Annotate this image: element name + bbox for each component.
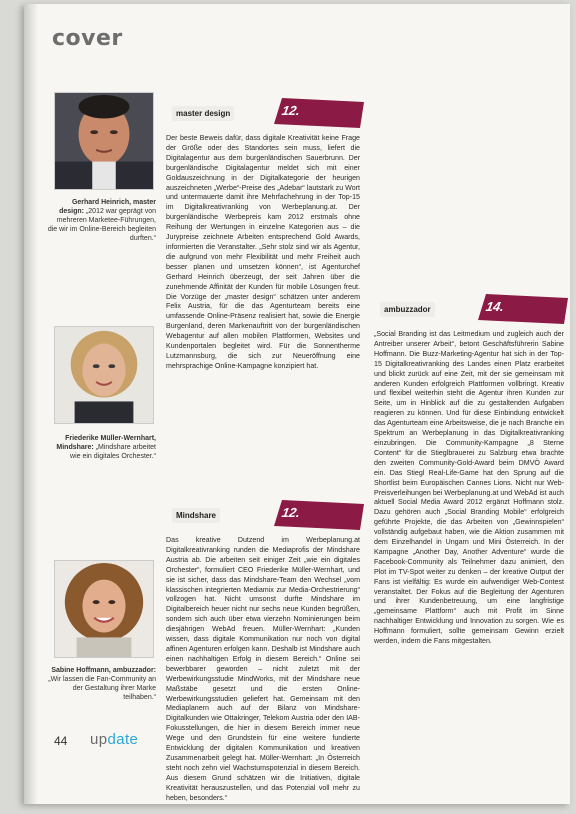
logo-prefix: up [90,731,108,748]
rank-badge [274,500,364,530]
page-number: 44 [54,734,68,748]
article-master-design [166,98,360,372]
caption-quote: „2012 war geprägt von mehreren Marketee-Führungen, die wir im Online-Bereich begleiten durften.“ [47,208,156,242]
caption-name: Gerhard Heinrich, [71,199,132,206]
rank-badge [274,98,364,128]
article-body: „Social Branding ist das Leitmedium und zugleich auch der Antreiber unserer Arbeit“, betont Geschäftsführerin Sabine Hoffmann. Die Buzz-Marketing-Agentur hat sich in der Top-15 Digitalkreativranking des Landes einen Platz erarbeitet und blickt zurück auf eine Zeit, mit der sie gemeinsam mit anderen Kunden erfolgreich Plattformen vollbringt. Kreativ und flexibel weiterhin steht die Agentur ihren Kunden zur Seite, um in Hinblick auf die zu gestaltenden Aufgaben reagieren zu können. Und für diese Einbindung entwickelt das Agenturteam eine Arbeitsweise, die je nach Branche ein Spektrum an Werbeplanung in das Digitalkreativranking einzubringen. Die Community-Kampagne „8 Sterne Content“ für die Stieglbrauerei zu Salzburg etwa brachte den zweiten Community-Gold-Award beim DMVÖ Award ein. Das Stiegl Real-Life-Game hat den Sprung auf die Shortlist beim Europäischen Cannes Lions. Nicht nur Web-Preisverleihungen bei Werbeplanung.at und WebAd ist auch aktuell Social Media Award 2012 ergänzt Hoffmann stolz. Dazu gehören auch „Social Branding Mobile“ erfolgreich geführte Projekte, die das Arbeiten von „Gewinnspielen“ vollständig aufgebaut haben, wie die Aktion zusammen mit dem Einzelhandel in Ungarn und Mini Österreich. In der Kampagne „Another Day, Another Adventure“ wurde die Facebook-Community als Teilnehmer dazu animiert, den Plot im TV-Spot weiter zu denken – der kreative Output der Fans ist vielfältig: Es wurde ein aufwendiger Web-Contest veranstaltet. Der Fokus auf die Begleitung der Agenturen und ihrer Kundenbetreuung, um eine langfristige „gemeinsame Plattform“ auch mit Profit im Sinne nachhaltiger Entwicklung und Innovation zu sorgen. Wie es Hoffmann formuliert, sollte gemeinsam Gewinn erzielt werden, indem die Fans mitgestalten. [374,330,564,646]
article-body: Der beste Beweis dafür, dass digitale Kreativität keine Frage der Größe oder des Standortes sein muss, liefert die Digitalagentur aus dem burgenländischen Sauerbrunn. Der burgenländische Digitalagentur meldet sich mit einer Goldauszeichnung in der Digitalkategorie der heurigen auszeichneten „Werbe“-Preise des „Adebar“ lautstark zu Wort und untermauerte damit ihre Mehrfachehrung in der Top-15 im Digitalkreativranking von Werbeplanung.at. Der burgenländische Werbepreis kam 2012 erstmals ohne Reihung der Wertungen in einzelne Kategorien aus – die Jurypreise zeichnete Arbeiten entsprechend Gold Awards, informierten die Veranstalter. „Sehr stolz sind wir als Agentur, die aufgrund von mehr Flexibilität und mehr Freiheit auch besser planen und umsetzen können“, ist Agenturchef Gerhard Heinrich überzeugt, der seit Jahren über die zunehmende Affinität der Kunden für mobile Lösungen freut. Die Vorzüge der „master design“ schätzen unter anderem Felix Austria, für die das Agenturteam bereits eine umfassende Online-Präsenz realisiert hat, sowie die Energie Burgenland, deren Markenauftritt von der burgenländischen Webagentur auf allen mobilen Plattformen, Websites und Kundenportalen begleitet wird. Für die Sonnentherme Lutzmannsburg, die sich zur Neueröffnung eine mehrsprachige Online-Kampagne konzipiert hat. [166,134,360,370]
portrait-photo-sabine-hoffmann [54,560,154,658]
magazine-logo [90,731,138,748]
section-bar-master-design [166,98,364,128]
article-ambuzzador [374,294,564,742]
article-body: Das kreative Dutzend im Werbeplanung.at Digitalkreativranking runden die Mediaprofis der Mindshare Austria ab. Die arbeiten seit einiger Zeit „wie ein digitales Orchester“, formuliert CEO Friederike Müller-Wernhart, und sie ist sicher, dass das Mindshare-Team den Wechsel „vom klassischen integrierten Mediamix zur Media-Orchestrierung“ vollzogen hat. Nicht umsonst durfte Mindshare im Digitalbereich heuer nicht nur sechs neue Kunden begrüßen, sondern sich auch über etwa vierzehn Nominierungen beim diesjährigen WebAd freuen. Müller-Wernhart: „Kunden wissen, dass digitale Kommunikation nur noch von digital affinen Agenturen erfolgen kann. Deshalb ist Mindshare auch einen nachhaltigen Erfolg in diesem Bereich.“ Online sei bewerbbarer geworden – nicht zuletzt mit der Werbewirkungsstudie MindWorks, mit der Mindshare neue Maßstäbe gesetzt und die ersten Online-Werbewirkungsstudien geliefert hat. Gemeinsam mit den Mediaplanern auch auf der Bilanz von Mindshare-Digitalkunden wie Ottakringer, Telekom Austria oder den IAB-Fokusstellungen, die hier in diesem Bereich immer neue Wege und den Grundstein für eine weitere fundierte Entwicklung der digitalen Kommunikation und kreativen Zusammenarbeit gelegt hat. Müller-Wernhart: „In Österreich steht noch zehn viel Wachstumspotenzial in diesem Bereich. Aus diesem Grund schätzen wir die Initiativen, digitale Kreativität herauszustellen, und das Potenzial voll mehr zu heben, besonders.“ [166,536,360,802]
section-label: master design [172,106,234,121]
logo-accent: date [107,731,139,748]
section-label: ambuzzador [380,302,435,317]
caption-role: Mindshare: [56,444,94,451]
rank-number: 12. [280,505,302,520]
caption-sabine-hoffmann [46,666,156,702]
portrait-photo-friederike-mueller-wernhart [54,326,154,424]
caption-name: Sabine Hoffmann, [51,667,111,674]
section-bar-ambuzzador [374,294,568,324]
caption-gerhard-heinrich [46,198,156,243]
section-bar-mindshare [166,500,364,530]
section-label: Mindshare [172,508,220,523]
article-mindshare [166,500,360,802]
rank-number: 12. [280,103,302,118]
section-title: cover [52,26,123,51]
portrait-photo-gerhard-heinrich [54,92,154,190]
caption-friederike-mueller-wernhart [46,434,156,461]
caption-quote: „Wir lassen die Fan-Community an der Gestaltung ihrer Marke teilhaben.“ [48,676,156,701]
rank-number: 14. [484,299,506,314]
caption-quote: „Mindshare arbeitet wie ein digitales Orchester.“ [70,444,156,460]
caption-role: ambuzzador: [112,667,156,674]
caption-name: Friederike Müller-Wernhart, [65,435,156,442]
rank-badge [478,294,568,324]
magazine-page [24,4,570,804]
caption-role: master design: [59,199,156,215]
